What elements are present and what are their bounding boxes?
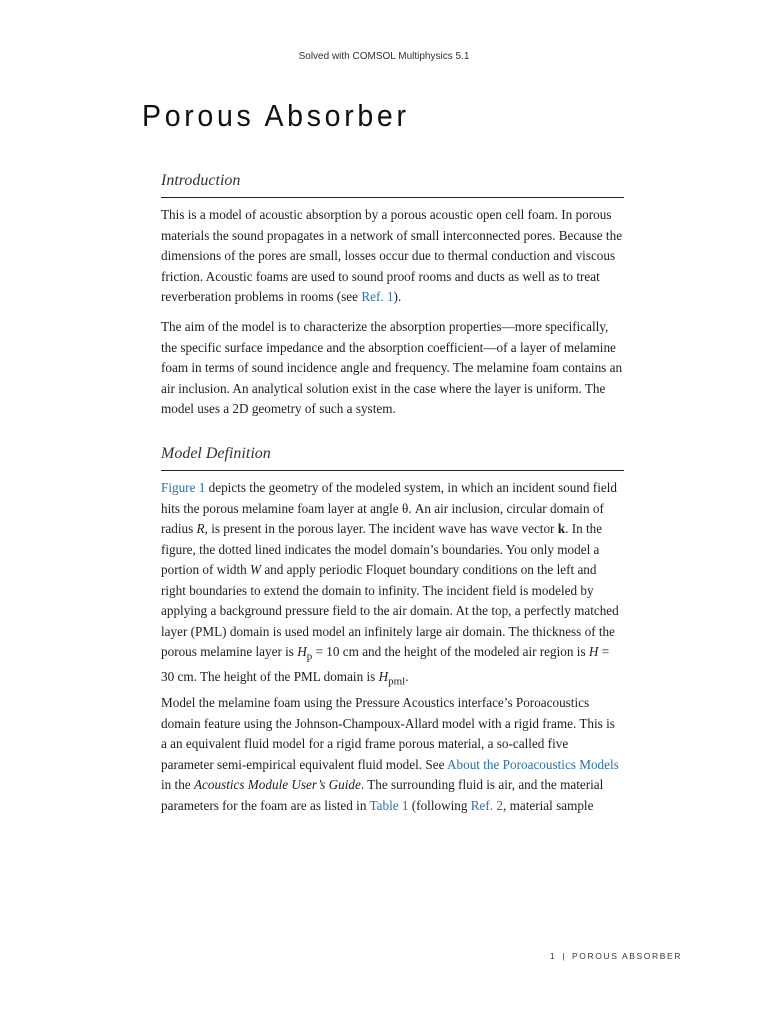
text-run: , is present in the porous layer. The incident wave has wave vector <box>204 521 558 536</box>
user-guide-title: Acoustics Module User’s Guide <box>193 777 361 792</box>
text-run: . The surrounding fluid is air, and the material parameters for the foam are as listed in <box>161 777 604 813</box>
text-run: Model the melamine foam using the Pressure Acoustics interface’s Poroacoustics domain feature using the Johnson-Champoux-Allard model with a rigid frame. This is a an equivalent fluid model for a rigid frame porous material, a so-called five parameter semi-empirical equivalent fluid model. See <box>161 695 615 772</box>
footer-separator: | <box>562 951 567 961</box>
text-run: ). <box>393 289 402 304</box>
ref-1-link[interactable]: Ref. 1 <box>361 289 394 304</box>
symbol-k: k <box>557 521 566 536</box>
symbol-h: H <box>297 644 307 659</box>
table-1-link[interactable]: Table 1 <box>369 797 409 813</box>
text-run: depicts the geometry of the modeled system, in which an incident sound field hits the porous melamine foam layer at angle θ. An air inclusion, circular domain of radius <box>161 480 617 536</box>
text-run: , material sample <box>503 797 594 813</box>
text-run: = 10 cm and the height of the modeled air region is <box>312 644 589 659</box>
text-run: . In the figure, the dotted lined indicates the model domain’s boundaries. You only model a portion of width <box>161 521 603 577</box>
page-title: Porous Absorber <box>142 98 410 133</box>
text-run: This is a model of acoustic absorption by a porous acoustic open cell foam. In porous materials the sound propagates in a network of small interconnected pores. Because the dimensions of the pores are small, losses occur due to thermal conduction and viscous friction. Acoustic foams are used to sound proof rooms and ducts as well as to treat reverberation problems in rooms (see <box>161 207 623 304</box>
symbol-h: H <box>588 644 599 659</box>
page-footer <box>550 951 682 961</box>
subscript-p: p <box>306 650 313 663</box>
text-run: and apply periodic Floquet boundary conditions on the left and right boundaries to extend the domain to infinity. The incident field is modeled by applying a background pressure field to the air domain. At the top, a perfectly matched layer (PML) domain is used model an infinitely large air domain. The thickness of the porous melamine layer is <box>161 562 619 659</box>
text-run: in the <box>161 777 194 792</box>
section-heading-introduction: Introduction <box>161 172 624 198</box>
text-run: = 30 cm. The height of the PML domain is <box>161 644 610 685</box>
symbol-w: W <box>250 562 262 577</box>
footer-label: POROUS ABSORBER <box>572 951 682 961</box>
model-definition-paragraph-1 <box>161 478 624 692</box>
intro-paragraph-1 <box>161 205 624 308</box>
section-heading-model-definition: Model Definition <box>161 445 624 471</box>
symbol-r: R <box>196 521 205 536</box>
page-header: Solved with COMSOL Multiphysics 5.1 <box>298 51 470 62</box>
ref-2-link[interactable]: Ref. 2 <box>470 797 503 813</box>
text-run: . <box>405 669 409 685</box>
model-definition-paragraph-2 <box>161 693 624 816</box>
about-poroacoustics-link[interactable]: About the Poroacoustics Models <box>447 756 619 772</box>
subscript-pml: pml <box>388 675 406 688</box>
symbol-h: H <box>378 669 389 685</box>
text-run: (following <box>408 797 471 813</box>
page-number: 1 <box>549 951 557 961</box>
figure-1-link[interactable]: Figure 1 <box>161 480 206 495</box>
intro-paragraph-2: The aim of the model is to characterize the absorption properties—more specifically, the specific surface impedance and the absorption coefficient—of a layer of melamine foam in terms of sound incidence angle and frequency. The melamine foam contains an air inclusion. An analytical solution exist in the case where the layer is uniform. The model uses a 2D geometry of such a system. <box>161 319 623 416</box>
